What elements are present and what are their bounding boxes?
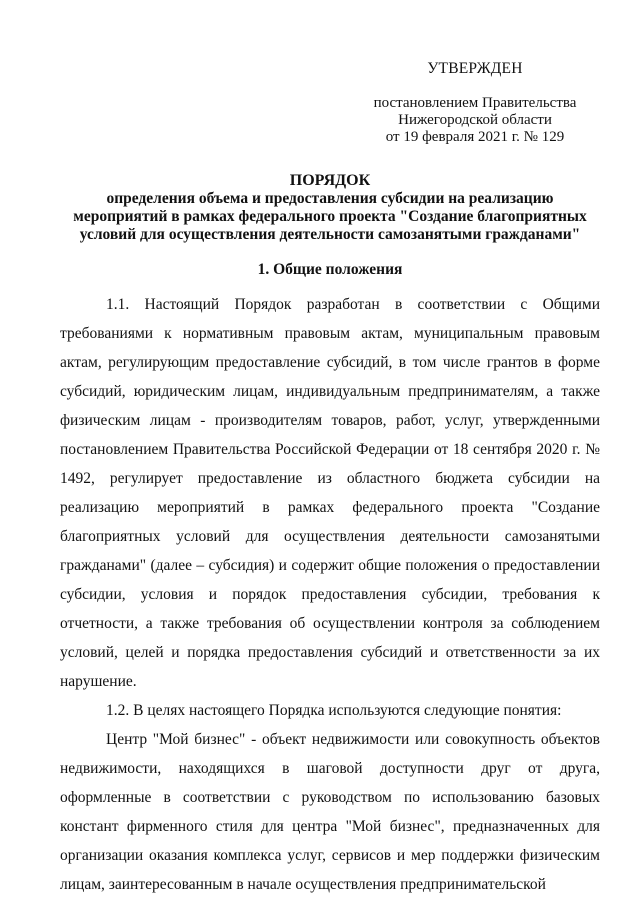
paragraph-1-2: 1.2. В целях настоящего Порядка используются следующие понятия: — [106, 702, 562, 719]
document-body — [60, 290, 600, 899]
paragraph-1-1: 1.1. Настоящий Порядок разработан в соответствии с Общими требованиями к нормативным правовым актам, муниципальным правовым актам, регулирующим предоставление субсидий, в том числе грантов в форме субсидий, юридическим лицам, индивидуальным предпринимателям, а также физическим лицам - производителям товаров, работ, услуг, утвержденными постановлением Правительства Российской Федерации от 18 сентября 2020 г. № 1492, регулирует предоставление из областного бюджета субсидии на реализацию мероприятий в рамках федерального проекта "Создание благоприятных условий для осуществления деятельности самозанятыми гражданами" (далее – субсидия) и содержит общие положения о предоставлении субсидии, условия и порядок предоставления субсидии, требования к отчетности, а также требования об осуществлении контроля за соблюдением условий, целей и порядка предоставления субсидий и ответственности за их нарушение. — [60, 296, 600, 690]
document-subtitle-line-2: мероприятий в рамках федерального проекта "Создание благоприятных — [73, 208, 587, 225]
approval-line-2: Нижегородской области — [398, 112, 552, 128]
approval-stamp — [330, 60, 620, 146]
section-heading: 1. Общие положения — [257, 261, 403, 278]
approved-label: УТВЕРЖДЕН — [427, 60, 523, 77]
document-subtitle-line-3: условий для осуществления деятельности самозанятыми гражданами" — [79, 226, 581, 243]
document-title: ПОРЯДОК — [289, 172, 371, 189]
document-title-block — [60, 172, 600, 244]
paragraph-definition: Центр "Мой бизнес" - объект недвижимости или совокупность объектов недвижимости, находящихся в шаговой доступности друг от друга, оформленные в соответствии с руководством по использованию базовых констант фирменного стиля для центра "Мой бизнес", предназначенных для организации оказания комплекса услуг, сервисов и мер поддержки физическим лицам, заинтересованным в начале осуществления предпринимательской — [60, 731, 600, 893]
approval-line-1: постановлением Правительства — [373, 95, 577, 111]
document-subtitle-line-1: определения объема и предоставления субсидии на реализацию — [106, 190, 554, 207]
approval-line-3: от 19 февраля 2021 г. № 129 — [385, 129, 565, 145]
